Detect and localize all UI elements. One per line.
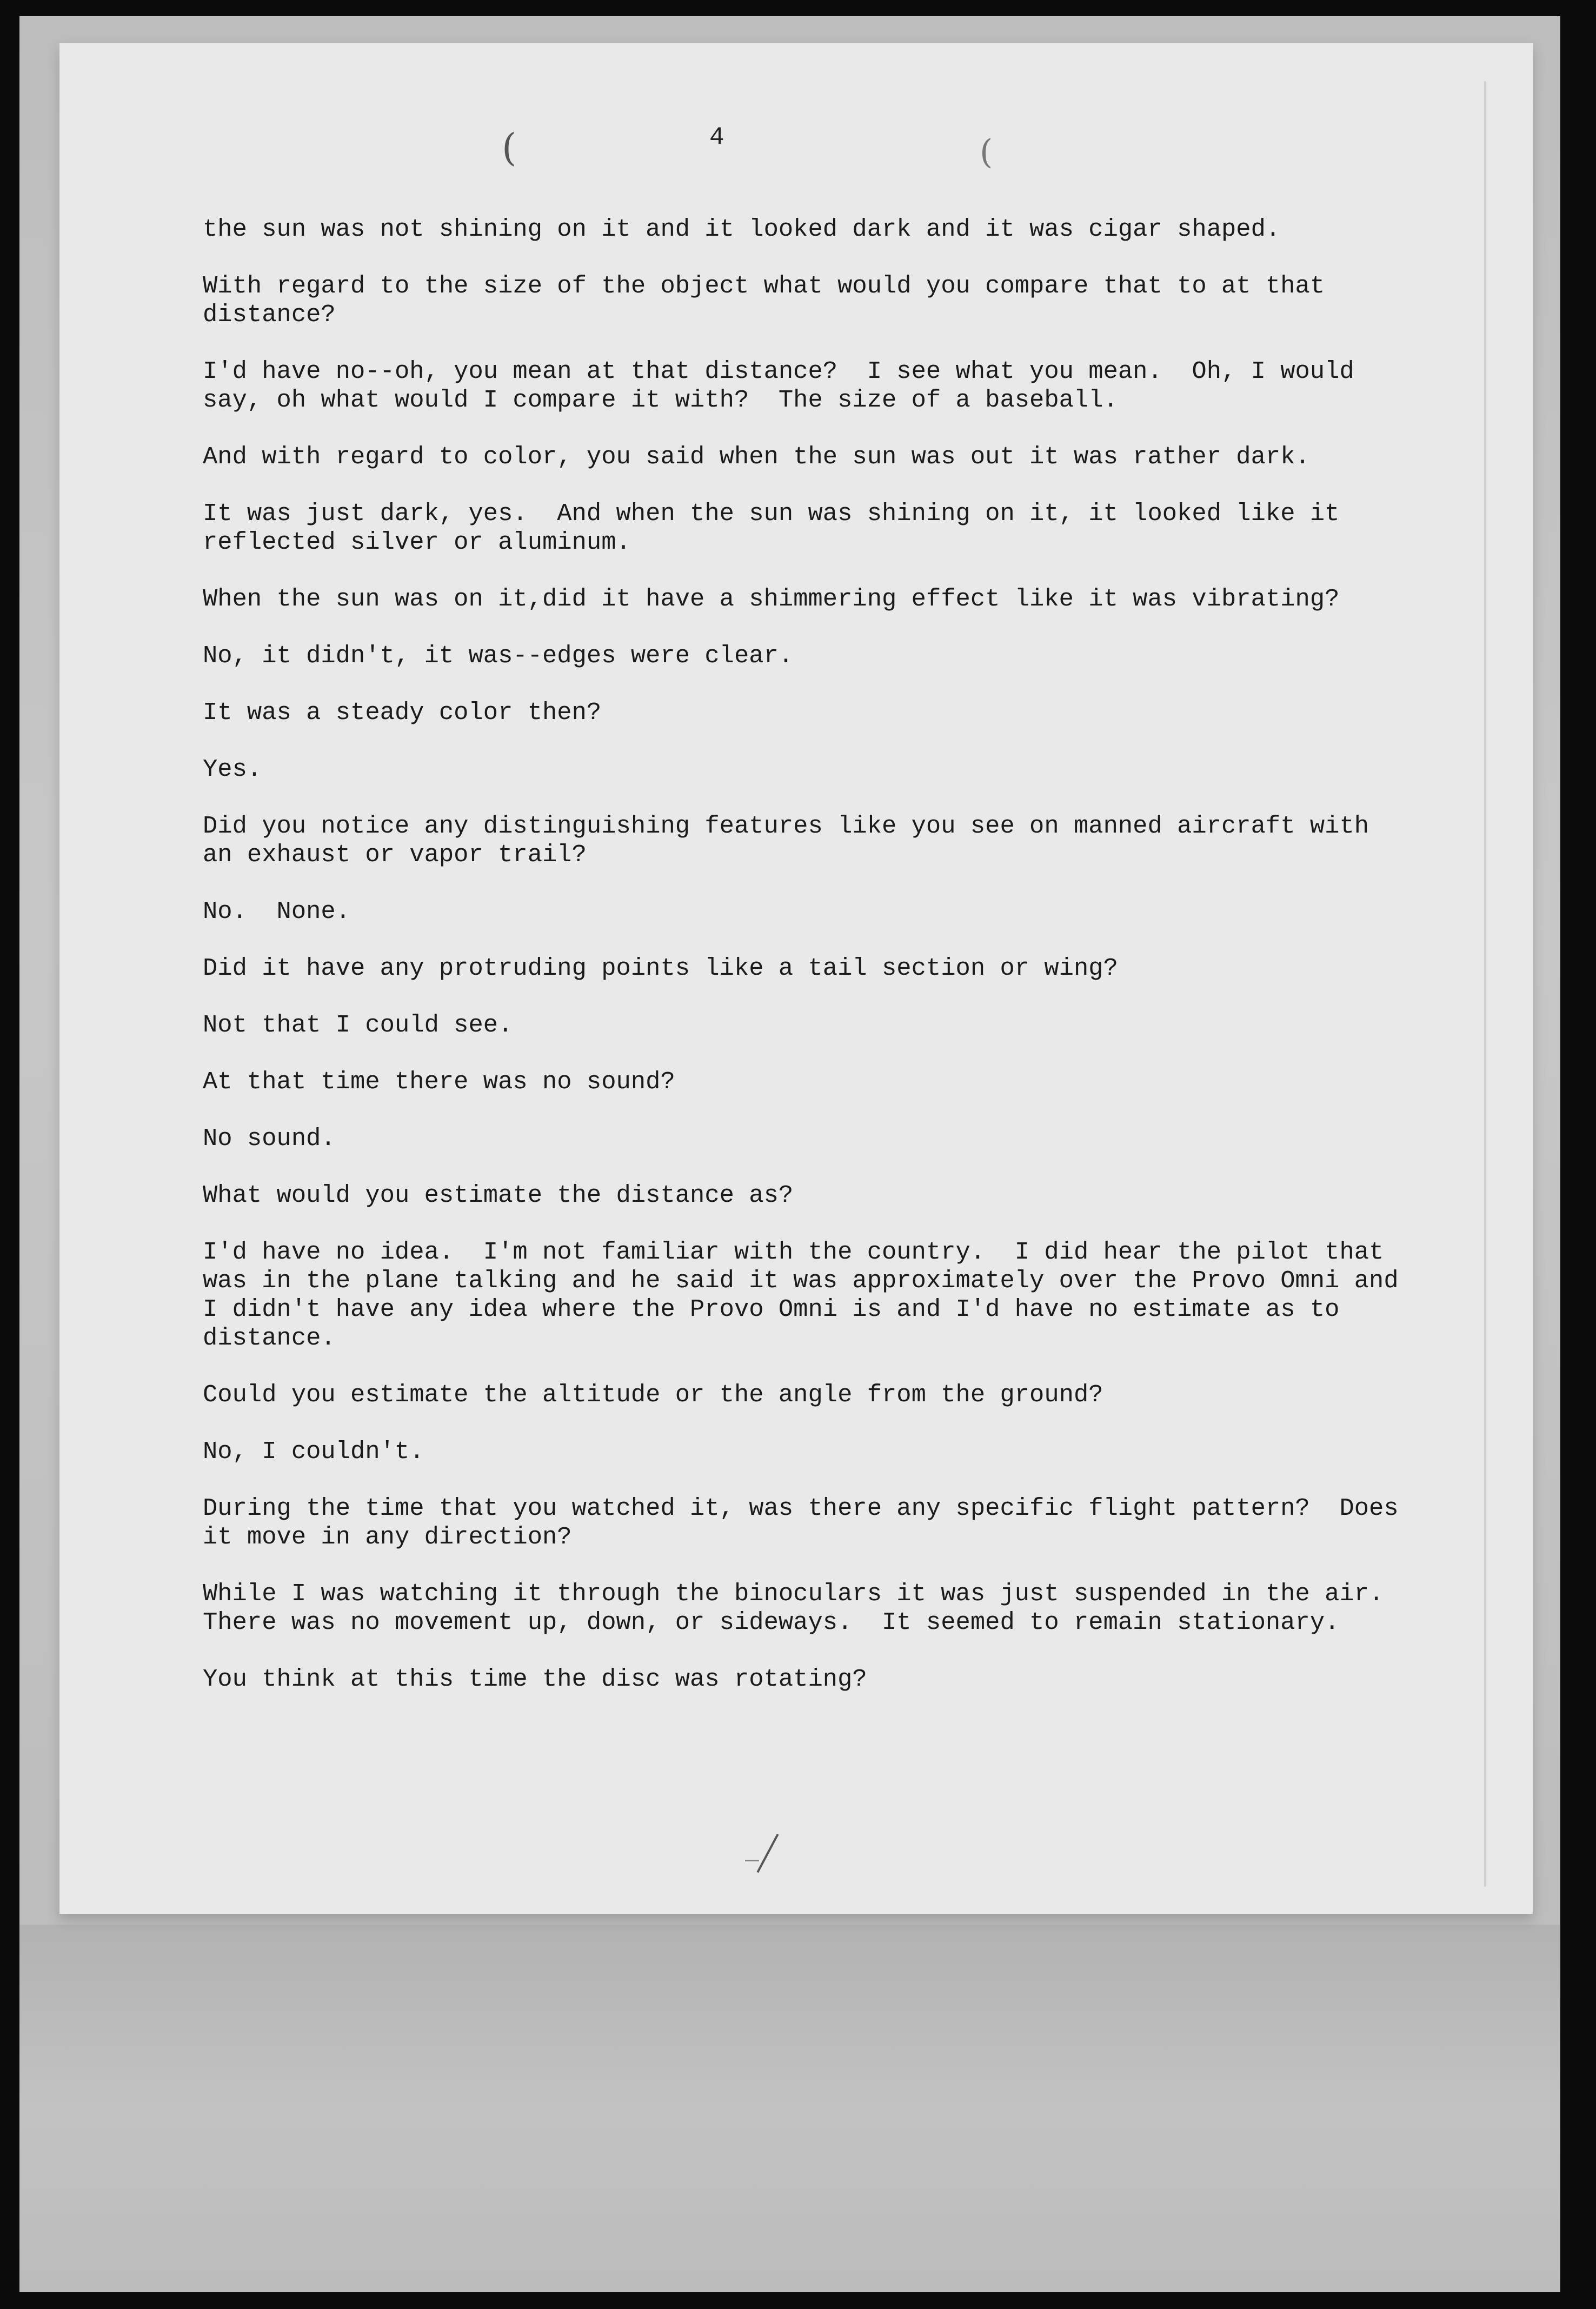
- transcript-body: [203, 215, 1414, 1722]
- transcript-paragraph: Yes.: [203, 755, 262, 783]
- pen-mark-dash: [745, 1860, 759, 1861]
- transcript-paragraph: With regard to the size of the object what would you compare that to at that distance?: [203, 272, 1325, 329]
- transcript-paragraph: It was just dark, yes. And when the sun was shining on it, it looked like it reflected silver or aluminum.: [203, 500, 1340, 556]
- page-edge-line: [1484, 81, 1486, 1887]
- transcript-paragraph: No, I couldn't.: [203, 1438, 424, 1466]
- transcript-paragraph: Did you notice any distinguishing features like you see on manned aircraft with an exhaust or vapor trail?: [203, 812, 1369, 869]
- punch-mark-right: (: [980, 132, 993, 171]
- transcript-paragraph: What would you estimate the distance as?: [203, 1181, 794, 1209]
- transcript-paragraph: And with regard to color, you said when the sun was out it was rather dark.: [203, 443, 1310, 471]
- transcript-paragraph: I'd have no idea. I'm not familiar with the country. I did hear the pilot that was in the plane talking and he said it was approximately over the Provo Omni and I didn't have any idea where the Provo Omni is and I'd have no estimate as to distance.: [203, 1238, 1399, 1352]
- scan-bottom-margin: [19, 1925, 1560, 2292]
- page-number: 4: [709, 123, 724, 151]
- transcript-paragraph: You think at this time the disc was rotating?: [203, 1665, 867, 1693]
- transcript-paragraph: Not that I could see.: [203, 1011, 513, 1039]
- transcript-paragraph: I'd have no--oh, you mean at that distance? I see what you mean. Oh, I would say, oh what would I compare it with? The size of a baseball.: [203, 357, 1354, 414]
- transcript-paragraph: When the sun was on it,did it have a shimmering effect like it was vibrating?: [203, 585, 1340, 613]
- transcript-paragraph: During the time that you watched it, was there any specific flight pattern? Does it move in any direction?: [203, 1494, 1399, 1551]
- transcript-paragraph: At that time there was no sound?: [203, 1068, 675, 1096]
- transcript-paragraph: Could you estimate the altitude or the angle from the ground?: [203, 1381, 1103, 1409]
- transcript-paragraph: No, it didn't, it was--edges were clear.: [203, 642, 794, 670]
- punch-mark-left: (: [502, 125, 517, 170]
- transcript-paragraph: It was a steady color then?: [203, 698, 602, 727]
- transcript-paragraph: No. None.: [203, 897, 351, 926]
- transcript-paragraph: the sun was not shining on it and it looked dark and it was cigar shaped.: [203, 215, 1281, 243]
- transcript-paragraph: While I was watching it through the binoculars it was just suspended in the air. There was no movement up, down, or sideways. It seemed to remain stationary.: [203, 1580, 1384, 1636]
- transcript-paragraph: Did it have any protruding points like a tail section or wing?: [203, 954, 1118, 982]
- transcript-paragraph: No sound.: [203, 1124, 336, 1153]
